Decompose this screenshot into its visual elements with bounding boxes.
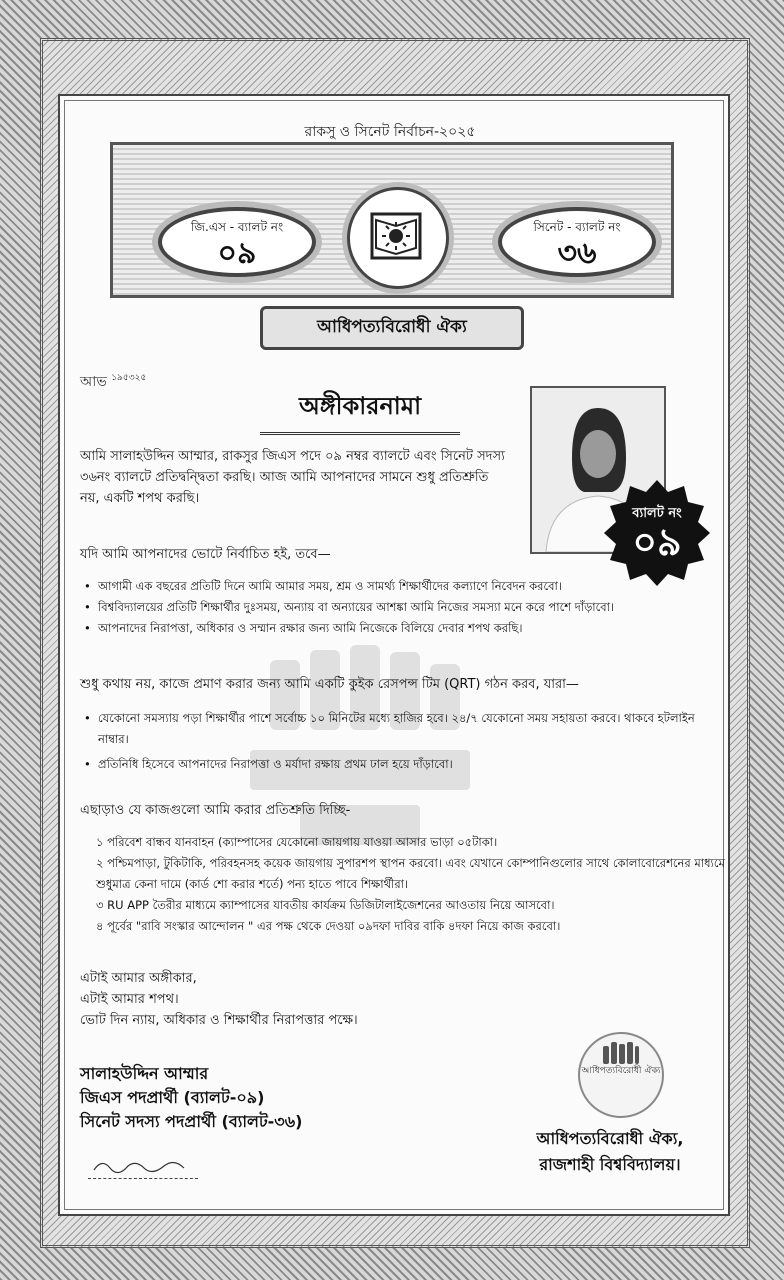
list-item: • আগামী এক বছরের প্রতিটি দিনে আমি আমার সময়, শ্রম ও সামর্থ্য শিক্ষার্থীদের কল্যাণে নিবেদন করবো। (80, 576, 720, 597)
handwritten-signature (88, 1152, 198, 1179)
list-item: • বিশ্ববিদ্যালয়ের প্রতিটি শিক্ষার্থীর দুঃসময়, অন্যায় বা অন্যায়ের আশঙ্কা আমি নিজের সমস্যা মনে করে পাশে দাঁড়াবো। (80, 597, 720, 618)
serial-number (80, 370, 146, 394)
badge-number: ০৯ (632, 520, 682, 564)
serial-prefix: আভ (80, 374, 107, 390)
intro-paragraph: আমি সালাহউদ্দিন আম্মার, রাকসুর জিএস পদে ০৯ নম্বর ব্যালটে এবং সিনেট সদস্য ৩৬নং ব্যালটে প্রতিদ্বন্দ্বিতা করছি। আজ আমি আপনাদের সামনে শুধু প্রতিশ্রুতি নয়, একটি শপথ করছি। (80, 449, 505, 506)
closing-lines (80, 968, 358, 1031)
senate-ballot-number: ৩৬ (557, 236, 597, 271)
signatory-name: সালাহউদ্দিন আম্মার (80, 1064, 209, 1083)
election-banner (100, 120, 680, 340)
org-stamp (578, 1032, 664, 1118)
org-name-plate: আধিপত্যবিরোধী ঐক্য (260, 306, 524, 350)
gs-ballot-oval (158, 207, 316, 277)
closing-line: ভোট দিন ন্যায়, অধিকার ও শিক্ষার্থীর নিরাপত্তার পক্ষে। (80, 1013, 358, 1028)
stamp-text: আধিপত্যবিরোধী ঐক্য (581, 1066, 661, 1076)
closing-line: এটাই আমার শপথ। (80, 992, 179, 1007)
badge-label: ব্যালট নং (632, 506, 682, 521)
document-title: অঙ্গীকারনামা (260, 388, 460, 435)
footer-org (520, 1126, 700, 1178)
gs-ballot-number: ০৯ (217, 236, 257, 271)
pledge-list (80, 576, 720, 639)
serial-digits: ১৯৫৩২৫ (111, 373, 147, 383)
extra-intro: এছাড়াও যে কাজগুলো আমি করার প্রতিশ্রুতি দিচ্ছি- (80, 803, 351, 818)
list-item: • আপনাদের নিরাপত্তা, অধিকার ও সম্মান রক্ষার জন্য আমি নিজেকে বিলিয়ে দেবার শপথ করছি। (80, 618, 720, 639)
list-item: ১ পরিবেশ বান্ধব যানবাহন (ক্যাম্পাসের যেকোনো জায়গায় যাওয়া আসার ভাড়া ০৫টাকা। (96, 835, 498, 849)
list-item: ৪ পূর্বের "রাবি সংস্কার আন্দোলন " এর পক্ষ থেকে দেওয়া ০৯দফা দাবির বাকি ৪দফা নিয়ে কাজ করবো। (96, 919, 561, 933)
footer-org-line: রাজশাহী বিশ্ববিদ্যালয়। (539, 1155, 681, 1174)
senate-ballot-label: সিনেট - ব্যালট নং (533, 220, 621, 234)
promise-list (80, 832, 730, 937)
list-item: • যেকোনো সমস্যায় পড়া শিক্ষার্থীর পাশে সর্বোচ্চ ১০ মিনিটের মধ্যে হাজির হবে। ২৪/৭ যেকোনো সময় সহায়তা করবে। থাকবে হটলাইন নাম্বার। (80, 708, 700, 750)
signatory-gs: জিএস পদপ্রার্থী (ব্যালট-০৯) (80, 1088, 265, 1107)
qrt-list (80, 708, 700, 775)
list-item: ৩ RU APP তৈরীর মাধ্যমে ক্যাম্পাসের যাবতীয় কার্যক্রম ডিজিটালাইজেশনের আওতায় নিয়ে আসবো। (96, 898, 555, 912)
closing-line: এটাই আমার অঙ্গীকার, (80, 971, 197, 986)
gs-ballot-label: জি.এস - ব্যালট নং (190, 220, 284, 234)
qrt-intro: শুধু কথায় নয়, কাজে প্রমাণ করার জন্য আমি একটি কুইক রেসপন্স টিম (QRT) গঠন করব, যারা— (80, 677, 579, 692)
signatory-senate: সিনেট সদস্য পদপ্রার্থী (ব্যালট-৩৬) (80, 1112, 303, 1131)
ballot-badge (602, 478, 712, 588)
list-item: ২ পশ্চিমপাড়া, টুকিটাকি, পরিবহনসহ কয়েক জায়গায় সুপারশপ স্থাপন করবো। এবং যেখানে কোম্পানিগুলোর সাথে কোলাবোরেশনের মাধ্যমে শুধুমাত্র কেনা দামে (কার্ড শো করার শর্তে) পন্য হাতে পাবে শিক্ষার্থীরা। (96, 856, 725, 891)
banner-frame (110, 142, 674, 298)
election-title: রাকসু ও সিনেট নির্বাচন-২০২৫ (304, 124, 476, 140)
university-emblem-icon (347, 187, 449, 289)
condition-line: যদি আমি আপনাদের ভোটে নির্বাচিত হই, তবে— (80, 547, 331, 562)
senate-ballot-oval (498, 207, 656, 277)
signatory-block (80, 1062, 302, 1134)
list-item: • প্রতিনিধি হিসেবে আপনাদের নিরাপত্তা ও মর্যাদা রক্ষায় প্রথম ঢাল হয়ে দাঁড়াবো। (80, 754, 700, 775)
footer-org-line: আধিপত্যবিরোধী ঐক্য, (536, 1129, 684, 1148)
